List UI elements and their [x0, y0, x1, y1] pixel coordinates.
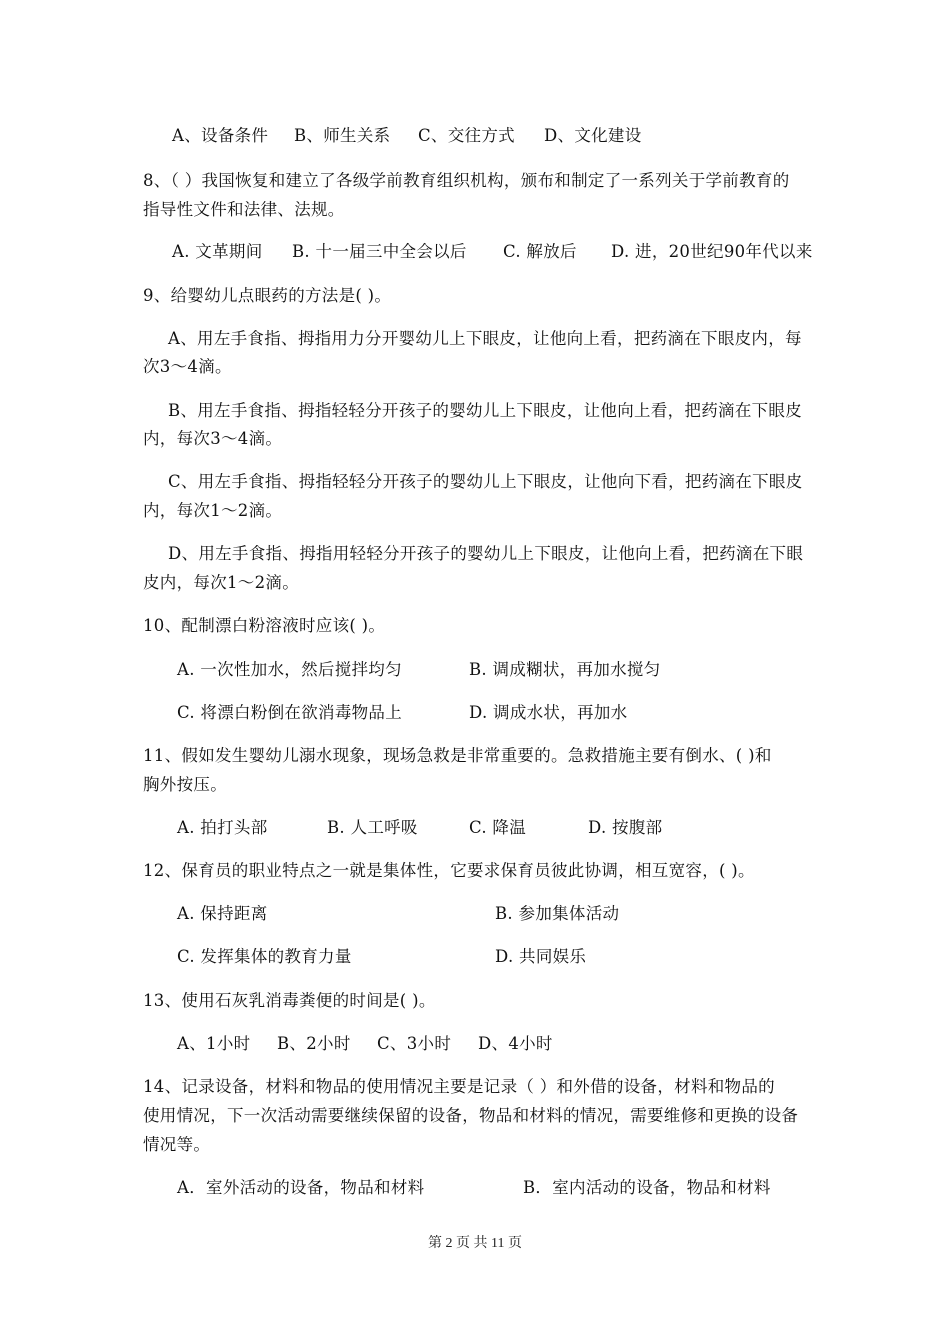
- q14-option-a: A．室外活动的设备，物品和材料: [177, 1178, 425, 1197]
- q13-option-b: B、2小时: [277, 1034, 351, 1053]
- q13-option-d: D、4小时: [478, 1034, 553, 1053]
- q14-stem-line1: 14、记录设备，材料和物品的使用情况主要是记录（ ）和外借的设备，材料和物品的: [143, 1077, 775, 1096]
- q12-option-b: B. 参加集体活动: [495, 904, 620, 923]
- q11-option-b: B. 人工呼吸: [327, 818, 418, 837]
- q9-option-d-line2: 皮内，每次1～2滴。: [143, 573, 299, 592]
- q9-option-a-line2: 次3～4滴。: [143, 357, 232, 376]
- q7-option-c: C、交往方式: [418, 126, 515, 145]
- q12-option-d: D. 共同娱乐: [495, 947, 587, 966]
- q10-option-a: A. 一次性加水，然后搅拌均匀: [177, 660, 402, 679]
- q11-stem-line1: 11、假如发生婴幼儿溺水现象，现场急救是非常重要的。急救措施主要有倒水、( )和: [143, 746, 772, 765]
- q13-option-c: C、3小时: [377, 1034, 452, 1053]
- q14-stem-line2: 使用情况，下一次活动需要继续保留的设备，物品和材料的情况，需要维修和更换的设备: [143, 1106, 799, 1125]
- q11-option-c: C. 降温: [469, 818, 527, 837]
- q10-option-c: C. 将漂白粉倒在欲消毒物品上: [177, 703, 403, 722]
- q9-option-d-line1: D、用左手食指、拇指用轻轻分开孩子的婴幼儿上下眼皮，让他向上看，把药滴在下眼: [168, 544, 804, 563]
- q8-option-b: B. 十一届三中全会以后: [292, 242, 467, 261]
- q14-option-b: B．室内活动的设备，物品和材料: [523, 1178, 771, 1197]
- q10-option-d: D. 调成水状，再加水: [469, 703, 628, 722]
- page-footer: 第 2 页 共 11 页: [428, 1236, 522, 1251]
- q13-stem: 13、使用石灰乳消毒粪便的时间是( )。: [143, 991, 436, 1010]
- q10-stem: 10、配制漂白粉溶液时应该( )。: [143, 616, 386, 635]
- q12-option-a: A. 保持距离: [177, 904, 268, 923]
- q9-option-c-line2: 内，每次1～2滴。: [143, 501, 283, 520]
- q11-option-d: D. 按腹部: [588, 818, 663, 837]
- q12-option-c: C. 发挥集体的教育力量: [177, 947, 352, 966]
- q14-stem-line3: 情况等。: [143, 1135, 211, 1154]
- q7-option-b: B、师生关系: [294, 126, 391, 145]
- q8-option-a: A. 文革期间: [172, 242, 263, 261]
- q12-stem: 12、保育员的职业特点之一就是集体性，它要求保育员彼此协调，相互宽容，( )。: [143, 861, 755, 880]
- q8-option-c: C. 解放后: [503, 242, 577, 261]
- q7-option-a: A、设备条件: [172, 126, 269, 145]
- q9-option-b-line1: B、用左手食指、拇指轻轻分开孩子的婴幼儿上下眼皮，让他向上看，把药滴在下眼皮: [168, 401, 803, 420]
- q7-option-d: D、文化建设: [544, 126, 642, 145]
- q11-stem-line2: 胸外按压。: [143, 775, 227, 794]
- q8-stem-line1: 8、（ ）我国恢复和建立了各级学前教育组织机构，颁布和制定了一系列关于学前教育的: [143, 171, 790, 190]
- q9-option-b-line2: 内，每次3～4滴。: [143, 429, 283, 448]
- q10-option-b: B. 调成糊状，再加水搅匀: [469, 660, 661, 679]
- q11-option-a: A. 拍打头部: [177, 818, 268, 837]
- q13-option-a: A、1小时: [177, 1034, 251, 1053]
- q9-stem: 9、给婴幼儿点眼药的方法是( )。: [143, 286, 392, 305]
- q9-option-c-line1: C、用左手食指、拇指轻轻分开孩子的婴幼儿上下眼皮，让他向下看，把药滴在下眼皮: [168, 472, 803, 491]
- q8-option-d: D. 进，20世纪90年代以来: [611, 242, 813, 261]
- q8-stem-line2: 指导性文件和法律、法规。: [143, 200, 345, 219]
- q9-option-a-line1: A、用左手食指、拇指用力分开婴幼儿上下眼皮，让他向上看，把药滴在下眼皮内，每: [168, 329, 802, 348]
